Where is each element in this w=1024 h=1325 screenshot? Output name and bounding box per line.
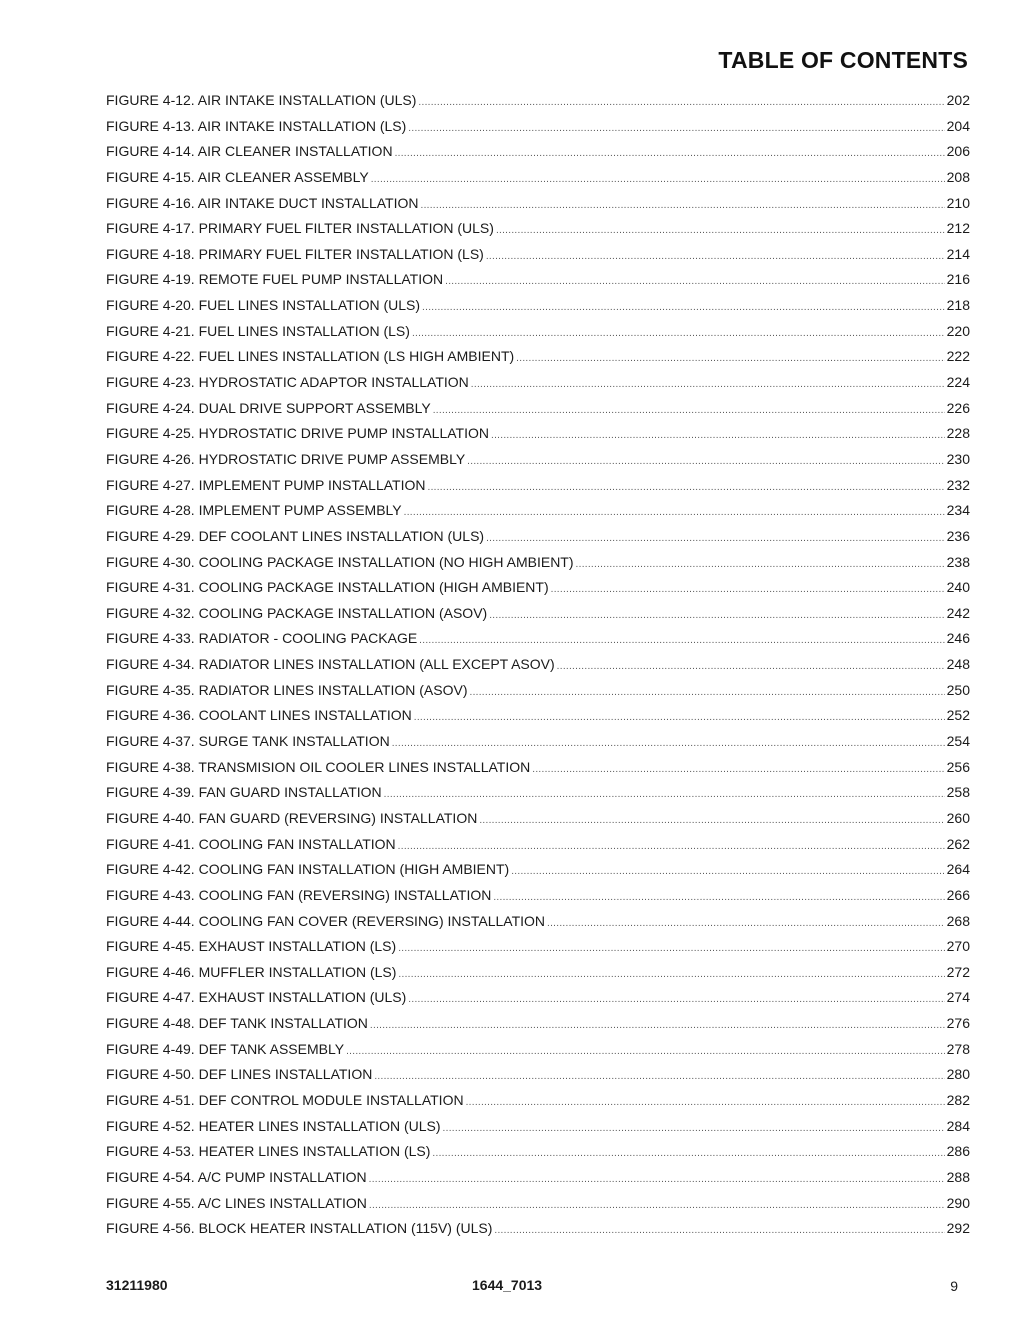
toc-entry-page: 272 xyxy=(946,963,970,980)
dot-leader xyxy=(369,1193,945,1217)
toc-entry-title: FIGURE 4-56. BLOCK HEATER INSTALLATION (115V) (ULS) xyxy=(106,1220,493,1237)
toc-entry[interactable] xyxy=(106,1216,970,1242)
toc-entry[interactable] xyxy=(106,780,970,806)
toc-entry-page: 240 xyxy=(946,579,970,596)
toc-entry-title: FIGURE 4-45. EXHAUST INSTALLATION (LS) xyxy=(106,938,397,955)
toc-entry[interactable] xyxy=(106,344,970,370)
dot-leader xyxy=(443,1116,945,1140)
dot-leader xyxy=(395,141,945,165)
toc-entry-page: 204 xyxy=(946,117,970,134)
toc-entry[interactable] xyxy=(106,293,970,319)
dot-leader xyxy=(516,346,944,370)
toc-entry[interactable] xyxy=(106,934,970,960)
toc-entry-title: FIGURE 4-26. HYDROSTATIC DRIVE PUMP ASSEMBLY xyxy=(106,450,466,467)
toc-entry-title: FIGURE 4-46. MUFFLER INSTALLATION (LS) xyxy=(106,963,397,980)
toc-entry-title: FIGURE 4-23. HYDROSTATIC ADAPTOR INSTALLATION xyxy=(106,374,469,391)
toc-entry-page: 206 xyxy=(946,143,970,160)
toc-entry-title: FIGURE 4-48. DEF TANK INSTALLATION xyxy=(106,1015,368,1032)
toc-entry-title: FIGURE 4-35. RADIATOR LINES INSTALLATION (ASOV) xyxy=(106,681,468,698)
toc-entry[interactable] xyxy=(106,191,970,217)
footer-page-number: 9 xyxy=(950,1278,958,1294)
toc-entry-page: 268 xyxy=(946,912,970,929)
dot-leader xyxy=(422,295,945,319)
toc-entry[interactable] xyxy=(106,139,970,165)
dot-leader xyxy=(374,1064,944,1088)
toc-entry-page: 288 xyxy=(946,1168,970,1185)
dot-leader xyxy=(384,782,945,806)
toc-entry-page: 262 xyxy=(946,835,970,852)
toc-entry[interactable] xyxy=(106,729,970,755)
toc-entry-page: 252 xyxy=(946,707,970,724)
dot-leader xyxy=(532,757,944,781)
dot-leader xyxy=(469,680,944,704)
toc-entry-page: 274 xyxy=(946,989,970,1006)
toc-entry[interactable] xyxy=(106,216,970,242)
toc-entry-title: FIGURE 4-32. COOLING PACKAGE INSTALLATION (ASOV) xyxy=(106,604,488,621)
toc-entry[interactable] xyxy=(106,806,970,832)
toc-entry[interactable] xyxy=(106,832,970,858)
toc-entry-title: FIGURE 4-18. PRIMARY FUEL FILTER INSTALLATION (LS) xyxy=(106,245,484,262)
toc-entry-page: 230 xyxy=(946,450,970,467)
footer-model-code: 1644_7013 xyxy=(472,1277,543,1293)
toc-entry-page: 228 xyxy=(946,425,970,442)
toc-entry-title: FIGURE 4-42. COOLING FAN INSTALLATION (HIGH AMBIENT) xyxy=(106,861,510,878)
dot-leader xyxy=(371,167,945,191)
toc-entry-title: FIGURE 4-40. FAN GUARD (REVERSING) INSTALLATION xyxy=(106,809,478,826)
toc-entry-title: FIGURE 4-34. RADIATOR LINES INSTALLATION (ALL EXCEPT ASOV) xyxy=(106,656,555,673)
dot-leader xyxy=(479,808,944,832)
dot-leader xyxy=(576,552,945,576)
toc-entry[interactable] xyxy=(106,1037,970,1063)
toc-entry-title: FIGURE 4-51. DEF CONTROL MODULE INSTALLATION xyxy=(106,1091,464,1108)
toc-entry-page: 246 xyxy=(946,630,970,647)
toc-entry-title: FIGURE 4-20. FUEL LINES INSTALLATION (ULS) xyxy=(106,297,421,314)
toc-entry-page: 202 xyxy=(946,92,970,108)
dot-leader xyxy=(547,911,945,935)
dot-leader xyxy=(392,731,945,755)
toc-entry[interactable] xyxy=(106,396,970,422)
toc-entry[interactable] xyxy=(106,960,970,986)
toc-entry-page: 266 xyxy=(946,886,970,903)
toc-entry-title: FIGURE 4-16. AIR INTAKE DUCT INSTALLATION xyxy=(106,194,419,211)
dot-leader xyxy=(493,885,944,909)
toc-entry-page: 278 xyxy=(946,1040,970,1057)
toc-entry-title: FIGURE 4-19. REMOTE FUEL PUMP INSTALLATION xyxy=(106,271,444,288)
toc-entry-page: 276 xyxy=(946,1015,970,1032)
toc-entry-title: FIGURE 4-33. RADIATOR - COOLING PACKAGE xyxy=(106,630,418,647)
toc-entry-title: FIGURE 4-30. COOLING PACKAGE INSTALLATION (NO HIGH AMBIENT) xyxy=(106,553,574,570)
toc-entry-page: 232 xyxy=(946,476,970,493)
dot-leader xyxy=(467,449,944,473)
toc-entry-title: FIGURE 4-55. A/C LINES INSTALLATION xyxy=(106,1194,367,1211)
toc-entry-title: FIGURE 4-50. DEF LINES INSTALLATION xyxy=(106,1066,373,1083)
dot-leader xyxy=(433,398,945,422)
dot-leader xyxy=(412,321,945,345)
toc-entry-page: 270 xyxy=(946,938,970,955)
toc-entry[interactable] xyxy=(106,242,970,268)
table-of-contents xyxy=(106,88,970,1242)
toc-entry-page: 254 xyxy=(946,733,970,750)
toc-entry-title: FIGURE 4-37. SURGE TANK INSTALLATION xyxy=(106,733,390,750)
toc-entry-title: FIGURE 4-43. COOLING FAN (REVERSING) INSTALLATION xyxy=(106,886,492,903)
toc-entry-page: 238 xyxy=(946,553,970,570)
toc-entry[interactable] xyxy=(106,550,970,576)
toc-entry-page: 214 xyxy=(946,245,970,262)
toc-entry-title: FIGURE 4-44. COOLING FAN COVER (REVERSING) INSTALLATION xyxy=(106,912,546,929)
toc-entry-page: 208 xyxy=(946,168,970,185)
dot-leader xyxy=(369,1167,945,1191)
toc-entry-page: 290 xyxy=(946,1194,970,1211)
dot-leader xyxy=(432,1141,944,1165)
toc-entry[interactable] xyxy=(106,447,970,473)
toc-entry-title: FIGURE 4-13. AIR INTAKE INSTALLATION (LS) xyxy=(106,117,407,134)
dot-leader xyxy=(398,962,944,986)
toc-entry-title: FIGURE 4-36. COOLANT LINES INSTALLATION xyxy=(106,707,412,724)
toc-entry-title: FIGURE 4-24. DUAL DRIVE SUPPORT ASSEMBLY xyxy=(106,399,431,416)
toc-entry-title: FIGURE 4-14. AIR CLEANER INSTALLATION xyxy=(106,143,393,160)
toc-entry-page: 248 xyxy=(946,656,970,673)
dot-leader xyxy=(466,1090,945,1114)
toc-entry[interactable] xyxy=(106,626,970,652)
dot-leader xyxy=(404,500,945,524)
toc-entry[interactable] xyxy=(106,1139,970,1165)
toc-entry[interactable] xyxy=(106,114,970,140)
toc-entry[interactable] xyxy=(106,524,970,550)
toc-entry[interactable] xyxy=(106,575,970,601)
toc-entry-title: FIGURE 4-54. A/C PUMP INSTALLATION xyxy=(106,1168,367,1185)
toc-entry-title: FIGURE 4-21. FUEL LINES INSTALLATION (LS) xyxy=(106,322,410,339)
toc-entry-page: 210 xyxy=(946,194,970,211)
toc-entry[interactable] xyxy=(106,267,970,293)
toc-entry[interactable] xyxy=(106,909,970,935)
toc-entry[interactable] xyxy=(106,1062,970,1088)
toc-entry-page: 264 xyxy=(946,861,970,878)
toc-entry-page: 236 xyxy=(946,527,970,544)
dot-leader xyxy=(398,834,945,858)
footer-doc-number: 31211980 xyxy=(106,1277,168,1293)
toc-entry-page: 292 xyxy=(946,1220,970,1237)
page-title: TABLE OF CONTENTS xyxy=(718,47,968,73)
dot-leader xyxy=(419,628,944,652)
toc-entry-page: 220 xyxy=(946,322,970,339)
toc-entry-page: 258 xyxy=(946,784,970,801)
dot-leader xyxy=(557,654,945,678)
toc-entry[interactable] xyxy=(106,755,970,781)
toc-entry-page: 212 xyxy=(946,220,970,237)
toc-entry-page: 250 xyxy=(946,681,970,698)
dot-leader xyxy=(427,475,944,499)
toc-entry-title: FIGURE 4-31. COOLING PACKAGE INSTALLATION (HIGH AMBIENT) xyxy=(106,579,549,596)
toc-entry[interactable] xyxy=(106,883,970,909)
dot-leader xyxy=(511,859,944,883)
toc-entry-title: FIGURE 4-41. COOLING FAN INSTALLATION xyxy=(106,835,396,852)
toc-entry[interactable] xyxy=(106,1011,970,1037)
dot-leader xyxy=(370,1013,945,1037)
toc-entry-page: 286 xyxy=(946,1143,970,1160)
dot-leader xyxy=(486,526,945,550)
dot-leader xyxy=(398,936,944,960)
toc-entry[interactable] xyxy=(106,498,970,524)
dot-leader xyxy=(494,1218,944,1242)
toc-entry[interactable] xyxy=(106,1191,970,1217)
toc-entry-page: 282 xyxy=(946,1091,970,1108)
toc-entry-page: 234 xyxy=(946,502,970,519)
toc-entry[interactable] xyxy=(106,1165,970,1191)
toc-entry-title: FIGURE 4-22. FUEL LINES INSTALLATION (LS HIGH AMBIENT) xyxy=(106,348,515,365)
toc-entry-title: FIGURE 4-38. TRANSMISION OIL COOLER LINES INSTALLATION xyxy=(106,758,531,775)
toc-entry-title: FIGURE 4-49. DEF TANK ASSEMBLY xyxy=(106,1040,345,1057)
toc-entry[interactable] xyxy=(106,703,970,729)
dot-leader xyxy=(418,90,944,114)
dot-leader xyxy=(496,218,945,242)
toc-entry-page: 284 xyxy=(946,1117,970,1134)
toc-entry-page: 242 xyxy=(946,604,970,621)
dot-leader xyxy=(420,193,944,217)
dot-leader xyxy=(346,1039,945,1063)
dot-leader xyxy=(408,116,944,140)
toc-entry[interactable] xyxy=(106,421,970,447)
toc-entry-title: FIGURE 4-28. IMPLEMENT PUMP ASSEMBLY xyxy=(106,502,402,519)
toc-entry[interactable] xyxy=(106,985,970,1011)
toc-entry-title: FIGURE 4-29. DEF COOLANT LINES INSTALLATION (ULS) xyxy=(106,527,485,544)
toc-entry-title: FIGURE 4-27. IMPLEMENT PUMP INSTALLATION xyxy=(106,476,426,493)
dot-leader xyxy=(414,705,945,729)
toc-entry-title: FIGURE 4-52. HEATER LINES INSTALLATION (ULS) xyxy=(106,1117,441,1134)
dot-leader xyxy=(489,603,944,627)
toc-entry[interactable] xyxy=(106,601,970,627)
toc-entry[interactable] xyxy=(106,1114,970,1140)
toc-entry[interactable] xyxy=(106,473,970,499)
toc-entry-page: 260 xyxy=(946,809,970,826)
toc-entry-title: FIGURE 4-17. PRIMARY FUEL FILTER INSTALLATION (ULS) xyxy=(106,220,494,237)
toc-entry-page: 218 xyxy=(946,297,970,314)
toc-entry-page: 280 xyxy=(946,1066,970,1083)
toc-entry-page: 224 xyxy=(946,374,970,391)
toc-entry-page: 226 xyxy=(946,399,970,416)
dot-leader xyxy=(408,987,944,1011)
dot-leader xyxy=(445,269,945,293)
dot-leader xyxy=(471,372,945,396)
toc-entry[interactable] xyxy=(106,88,970,114)
toc-entry[interactable] xyxy=(106,678,970,704)
toc-entry[interactable] xyxy=(106,370,970,396)
toc-entry-title: FIGURE 4-25. HYDROSTATIC DRIVE PUMP INSTALLATION xyxy=(106,425,489,442)
toc-entry-page: 216 xyxy=(946,271,970,288)
dot-leader xyxy=(491,423,945,447)
toc-entry-page: 222 xyxy=(946,348,970,365)
toc-entry[interactable] xyxy=(106,652,970,678)
toc-entry[interactable] xyxy=(106,319,970,345)
toc-entry-title: FIGURE 4-39. FAN GUARD INSTALLATION xyxy=(106,784,382,801)
dot-leader xyxy=(486,244,945,268)
toc-entry-title: FIGURE 4-53. HEATER LINES INSTALLATION (LS) xyxy=(106,1143,431,1160)
toc-entry[interactable] xyxy=(106,857,970,883)
toc-entry[interactable] xyxy=(106,165,970,191)
toc-entry[interactable] xyxy=(106,1088,970,1114)
dot-leader xyxy=(551,577,945,601)
toc-entry-title: FIGURE 4-47. EXHAUST INSTALLATION (ULS) xyxy=(106,989,407,1006)
toc-entry-title: FIGURE 4-12. AIR INTAKE INSTALLATION (ULS) xyxy=(106,92,417,108)
toc-entry-page: 256 xyxy=(946,758,970,775)
toc-entry-title: FIGURE 4-15. AIR CLEANER ASSEMBLY xyxy=(106,168,369,185)
